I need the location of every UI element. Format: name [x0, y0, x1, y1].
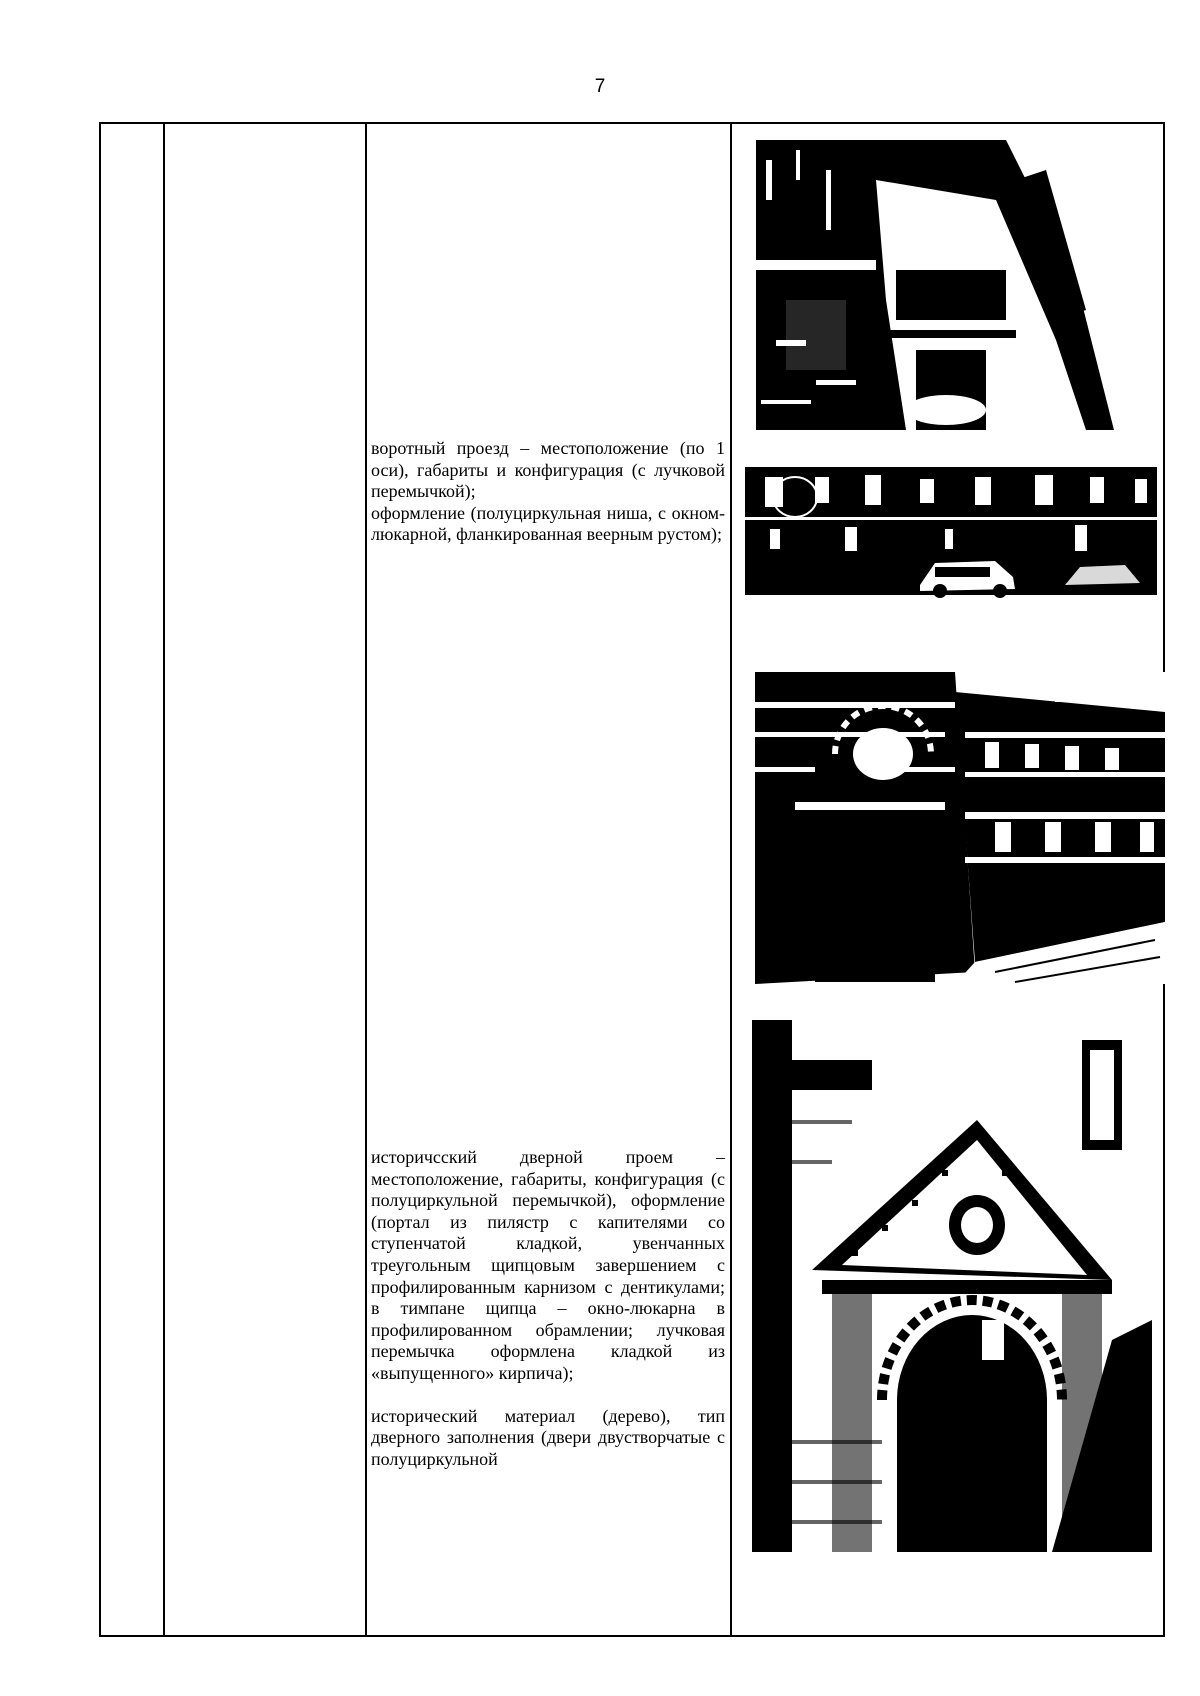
page-number: 7 — [594, 76, 606, 97]
column-divider-1 — [163, 122, 165, 1637]
description-door-portal — [371, 1147, 725, 1470]
paragraph: воротный проезд – местоположение (по 1 оси), габариты и конфигурация (с лучковой перемычкой); — [371, 438, 725, 502]
paragraph: исторический материал (дерево), тип дверного заполнения (двери двустворчатые с полуциркульной — [371, 1405, 725, 1469]
photo-street-facade — [745, 467, 1157, 605]
photo-door-portal-image — [752, 1020, 1152, 1552]
photo-street-facade-image — [745, 467, 1157, 605]
photo-door-portal — [752, 1020, 1152, 1552]
paragraph: историчсский дверной проем – местоположение, габариты, конфигурация (с полуциркульной перемычкой), оформление (портал из пилястр с капителями со ступенчатой кладкой, увенчанных треугольным щипцовым завершением с профилированным карнизом с дентикулами; в тимпане щипца – окно-люкарна в профилированном обрамлении; лучковая перемычка оформлена кладкой из «выпущенного» кирпича); — [371, 1147, 725, 1383]
photo-gate-passage — [755, 672, 1165, 984]
photo-building-corner-image — [756, 140, 1114, 430]
photo-building-corner — [756, 140, 1114, 430]
photo-gate-passage-image — [755, 672, 1165, 984]
description-gate-passage — [371, 438, 725, 546]
column-divider-3 — [730, 122, 732, 1637]
paragraph: оформление (полуциркульная ниша, с окном-люкарной, фланкированная веерным рустом); — [371, 502, 725, 545]
column-divider-2 — [365, 122, 367, 1637]
